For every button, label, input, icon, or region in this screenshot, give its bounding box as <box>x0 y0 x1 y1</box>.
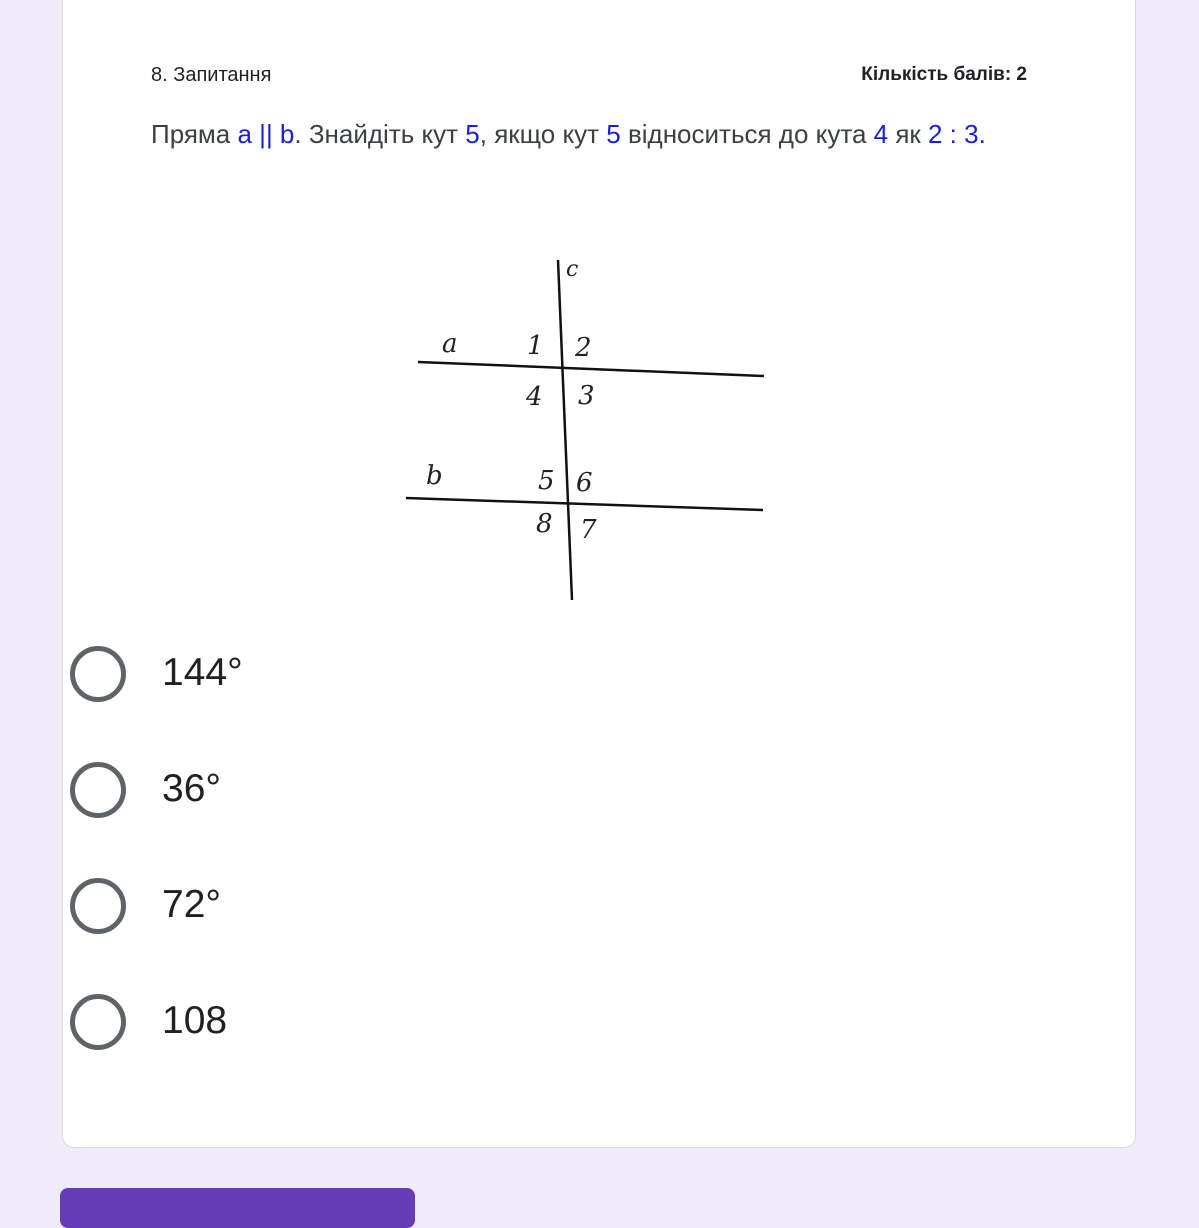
option-label: 36° <box>162 767 221 810</box>
option-36[interactable] <box>70 746 470 862</box>
question-text-part: , якщо кут <box>479 119 607 149</box>
line-b <box>406 498 763 510</box>
question-text-highlight: 5 <box>465 119 480 149</box>
label-angle-2: 2 <box>575 333 592 363</box>
label-line-a: a <box>442 329 458 359</box>
question-text-part: як <box>888 119 928 149</box>
answer-options <box>70 630 470 1094</box>
option-144[interactable] <box>70 630 470 746</box>
question-text <box>151 109 1041 160</box>
label-angle-6: 6 <box>576 468 593 498</box>
label-angle-7: 7 <box>580 515 597 545</box>
option-label: 108 <box>162 999 228 1042</box>
question-text-highlight: 2 : 3 <box>928 119 979 149</box>
question-text-part: Пряма <box>151 119 238 149</box>
radio-button[interactable] <box>70 994 126 1050</box>
parallel-lines-figure <box>400 257 780 615</box>
radio-button[interactable] <box>70 646 126 702</box>
line-a <box>418 362 764 376</box>
question-text-highlight: 4 <box>873 119 889 149</box>
option-label: 144° <box>162 651 243 694</box>
radio-button[interactable] <box>70 878 126 934</box>
question-text-part: . Знайдіть кут <box>294 119 466 149</box>
label-angle-5: 5 <box>538 466 555 496</box>
question-text-highlight: 5 <box>606 119 621 149</box>
question-number: 8. Запитання <box>151 64 272 86</box>
option-72[interactable] <box>70 862 470 978</box>
line-c <box>558 260 572 600</box>
option-label: 72° <box>162 883 221 926</box>
option-108[interactable] <box>70 978 470 1094</box>
label-angle-3: 3 <box>578 381 595 411</box>
next-button[interactable] <box>60 1188 415 1228</box>
question-text-highlight: a || b <box>237 119 295 149</box>
radio-button[interactable] <box>70 762 126 818</box>
question-points: Кількість балів: 2 <box>861 64 1027 85</box>
label-line-c: c <box>566 257 579 282</box>
label-line-b: b <box>426 461 443 491</box>
label-angle-8: 8 <box>536 509 553 539</box>
question-text-part: . <box>978 119 986 149</box>
label-angle-4: 4 <box>526 382 543 412</box>
label-angle-1: 1 <box>527 331 544 361</box>
question-text-part: відноситься до кута <box>620 119 874 149</box>
